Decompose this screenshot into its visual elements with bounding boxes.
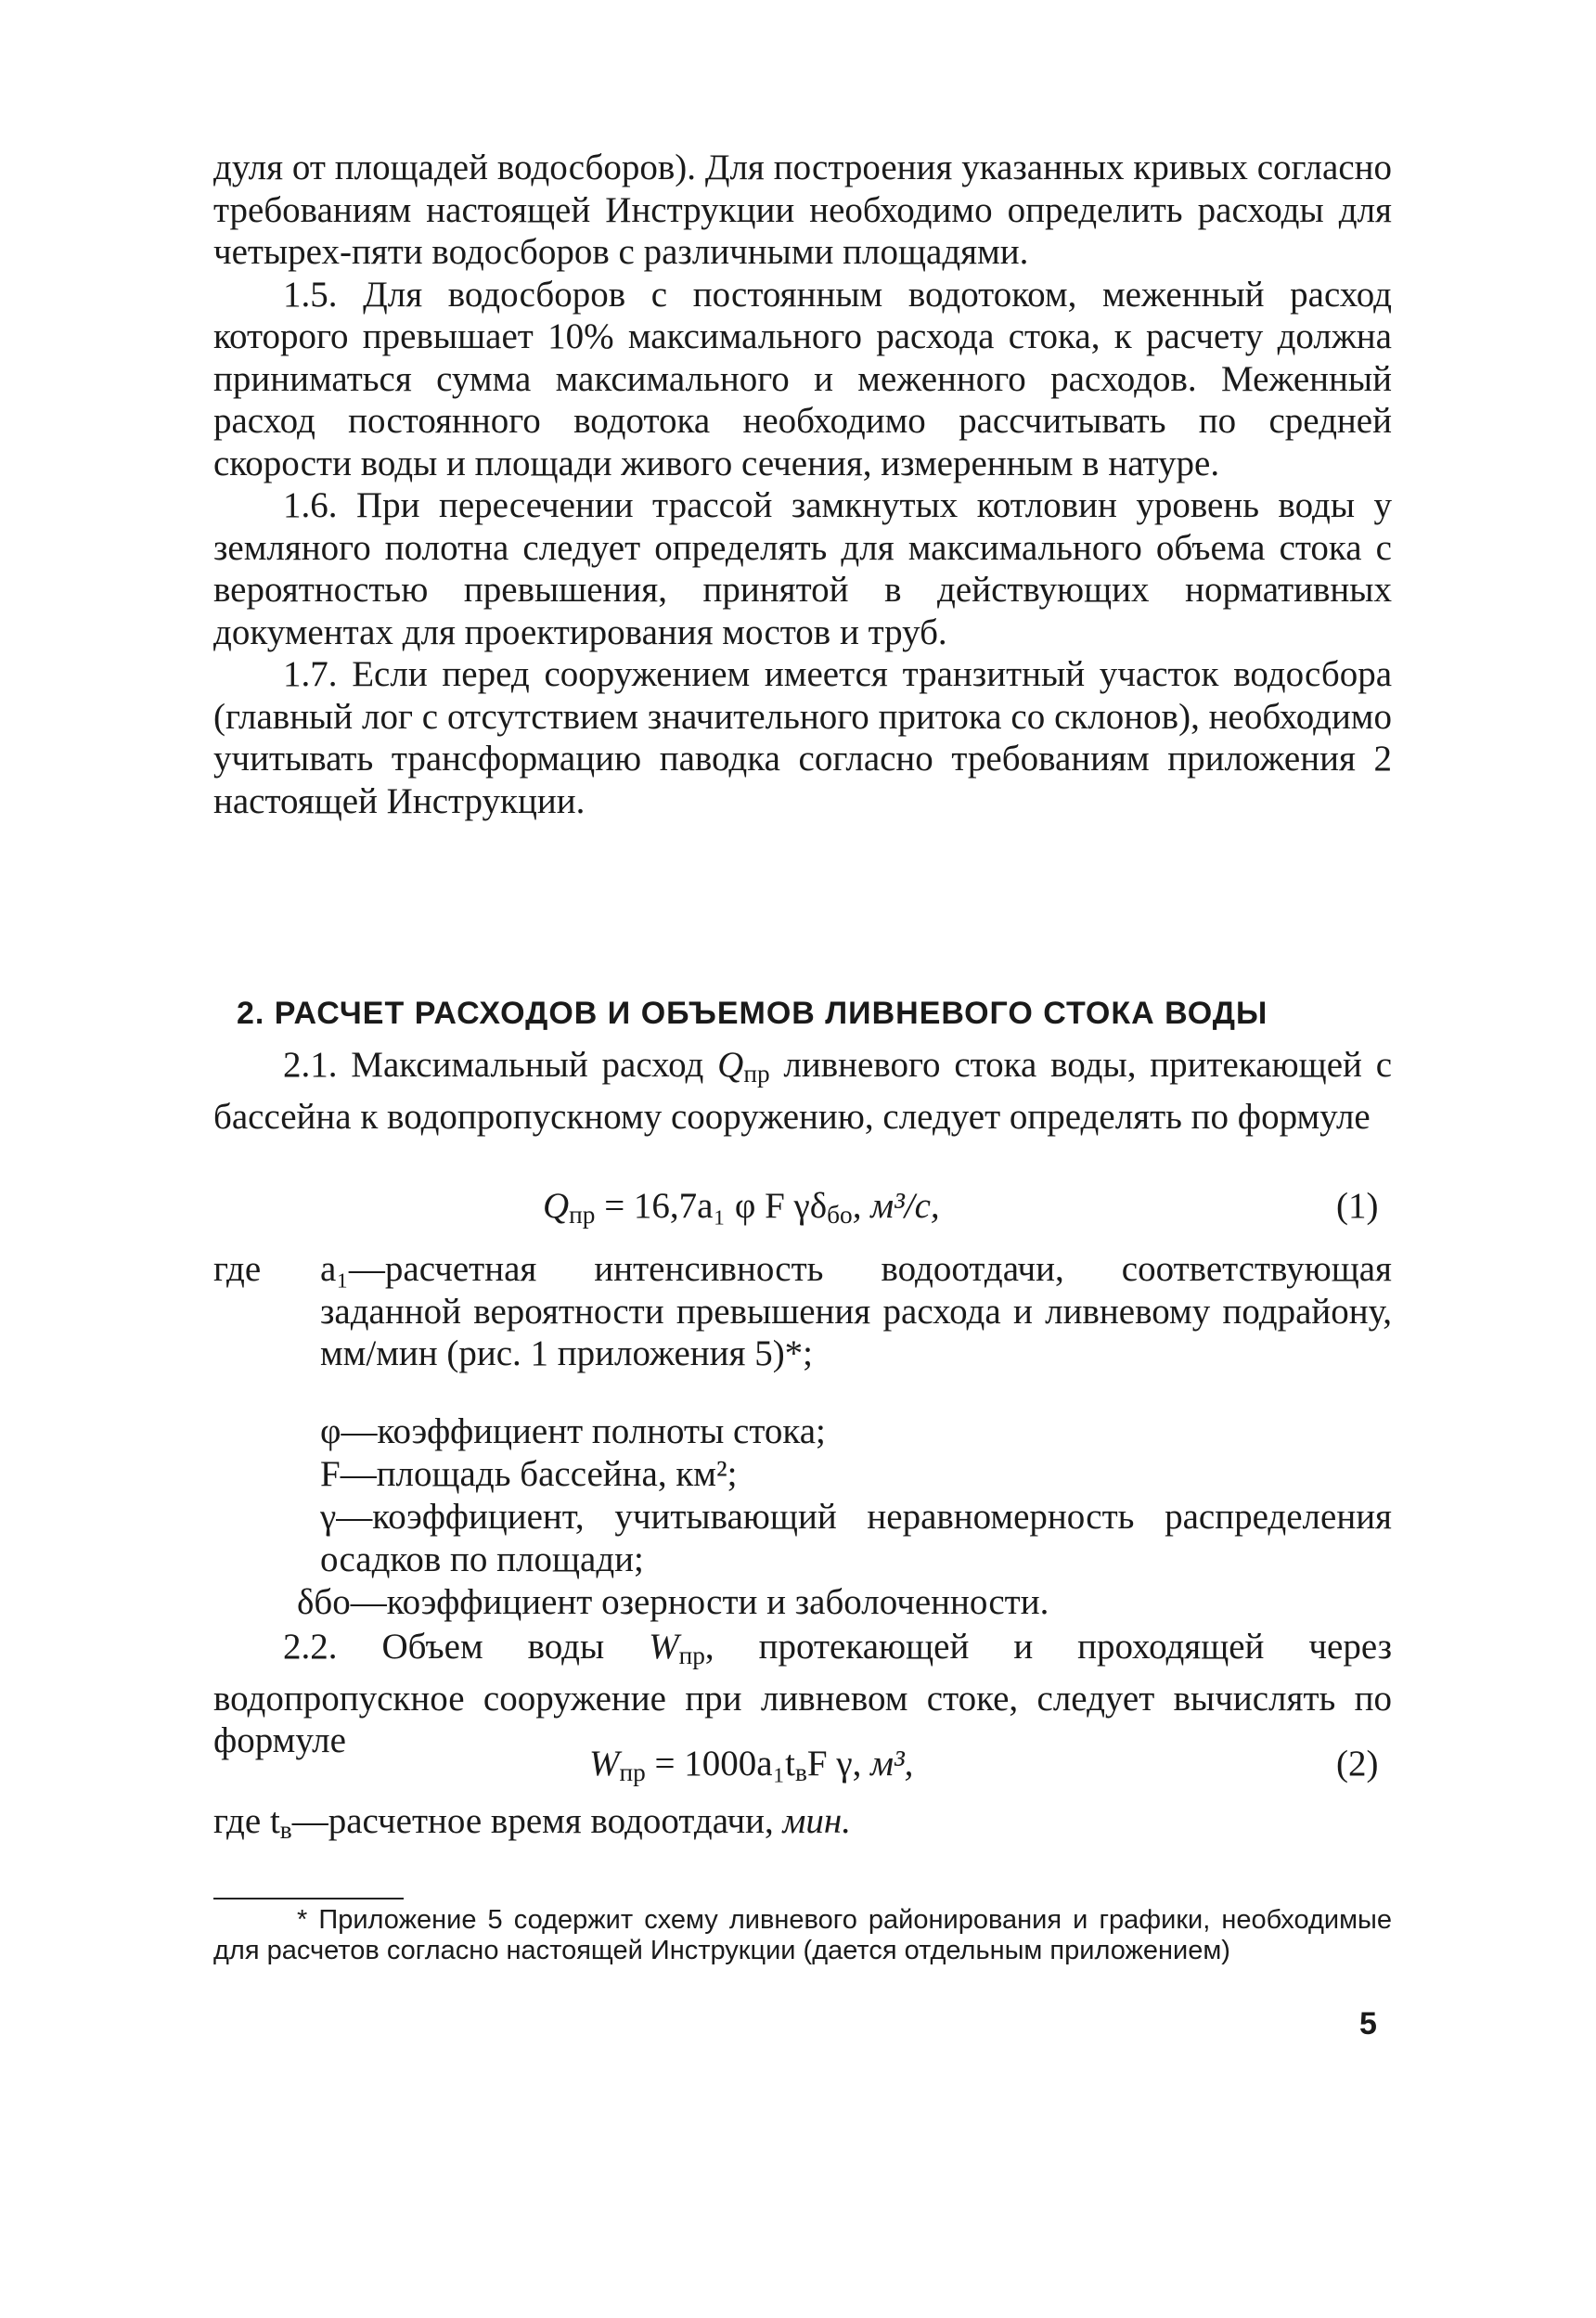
p22-symbol-sub: пр (678, 1642, 705, 1669)
paragraph-1-7: 1.7. Если перед сооружением имеется транзитный участок водосбора (главный лог с отсутствием значительного притока со склонов), необходимо учитывать трансформацию паводка согласно требованиям приложения 2 настоящей Инструкции. (213, 654, 1392, 821)
where-tb-unit: мин. (782, 1801, 851, 1841)
where-label: где (213, 1249, 262, 1289)
formula2-tail: F γ, (806, 1744, 862, 1784)
paragraph-1-6: 1.6. При пересечении трассой замкнутых котловин уровень воды у земляного полотна следует определять для максимального объема стока с вероятностью превышения, принятой в действующих нормативных документах для проектирования мостов и труб. (213, 485, 1392, 652)
formula1-body: = 16,7a₁ φ F γδ (604, 1186, 828, 1226)
body-text (213, 147, 1392, 822)
where-tb-sub: в (279, 1816, 292, 1844)
equation-number-2: (2) (1336, 1744, 1379, 1784)
definition-F: F—площадь бассейна, км²; (320, 1454, 738, 1494)
definition-a1: a₁—расчетная интенсивность водоотдачи, соответствующая заданной вероятности превышения расхода и ливневому подрайону, мм/мин (рис. 1 приложения 5)*; (320, 1249, 1392, 1373)
where-tb-line (213, 1800, 851, 1852)
p21-rest: ливневого стока воды, притекающей с бассейна к водопропускному сооружению, следует определять по формуле (213, 1045, 1392, 1137)
equation-number-1: (1) (1336, 1186, 1379, 1226)
formula1-lhs: Q (543, 1186, 570, 1226)
p21-symbol: Q (717, 1045, 744, 1085)
formula1-body-sub: бо (827, 1201, 853, 1229)
footnote (213, 1905, 1392, 1966)
formula1-unit: , м³/с, (852, 1186, 940, 1226)
footnote-rule (213, 1898, 404, 1899)
definition-delta: δбо—коэффициент озерности и заболоченности. (297, 1582, 1049, 1622)
formula2-body: = 1000a₁t (654, 1744, 796, 1784)
formula2-lhs-sub: пр (619, 1758, 646, 1786)
paragraph-1-5: 1.5. Для водосборов с постоянным водотоком, меженный расход которого превышает 10% максимального расхода стока, к расчету должна приниматься сумма максимального и меженного расходов. Меженный расход постоянного водотока необходимо рассчитывать по средней скорости воды и площади живого сечения, измеренным в натуре. (213, 274, 1392, 483)
p22-symbol: W (649, 1627, 679, 1667)
p21-lead: 2.1. Максимальный расход (283, 1045, 704, 1085)
paragraph-continuation: дуля от площадей водосборов). Для построения указанных кривых согласно требованиям настоящей Инструкции необходимо определить расходы для четырех-пяти водосборов с различными площадями. (213, 148, 1392, 272)
formula2-body-sub: в (795, 1758, 807, 1786)
p22-rest: , протекающей и проходящей через водопропускное сооружение при ливневом стоке, следует вычислять по формуле (213, 1627, 1393, 1760)
formula1-lhs-sub: пр (569, 1201, 596, 1229)
where-tb-text: —расчетное время водоотдачи, (291, 1801, 774, 1841)
definition-gamma: γ—коэффициент, учитывающий неравномерность распределения осадков по площади; (320, 1497, 1392, 1579)
page-number: 5 (1359, 2006, 1377, 2041)
footnote-text: * Приложение 5 содержит схему ливневого районирования и графики, необходимые для расчетов согласно настоящей Инструкции (дается отдельным приложением) (213, 1905, 1392, 1965)
p21-symbol-sub: пр (743, 1060, 770, 1088)
formula2-unit: м³, (870, 1744, 914, 1784)
paragraph-2-1 (213, 1044, 1392, 1138)
p22-lead: 2.2. Объем воды (283, 1627, 605, 1667)
formula2-lhs: W (589, 1744, 620, 1784)
where-tb-label: где t (213, 1801, 280, 1841)
formula-2 (589, 1743, 913, 1787)
definition-phi: φ—коэффициент полноты стока; (320, 1411, 826, 1451)
formula-1 (543, 1185, 940, 1230)
section-heading: 2. РАСЧЕТ РАСХОДОВ И ОБЪЕМОВ ЛИВНЕВОГО СТОКА ВОДЫ (237, 996, 1268, 1031)
paragraph-2-2 (213, 1626, 1392, 1762)
